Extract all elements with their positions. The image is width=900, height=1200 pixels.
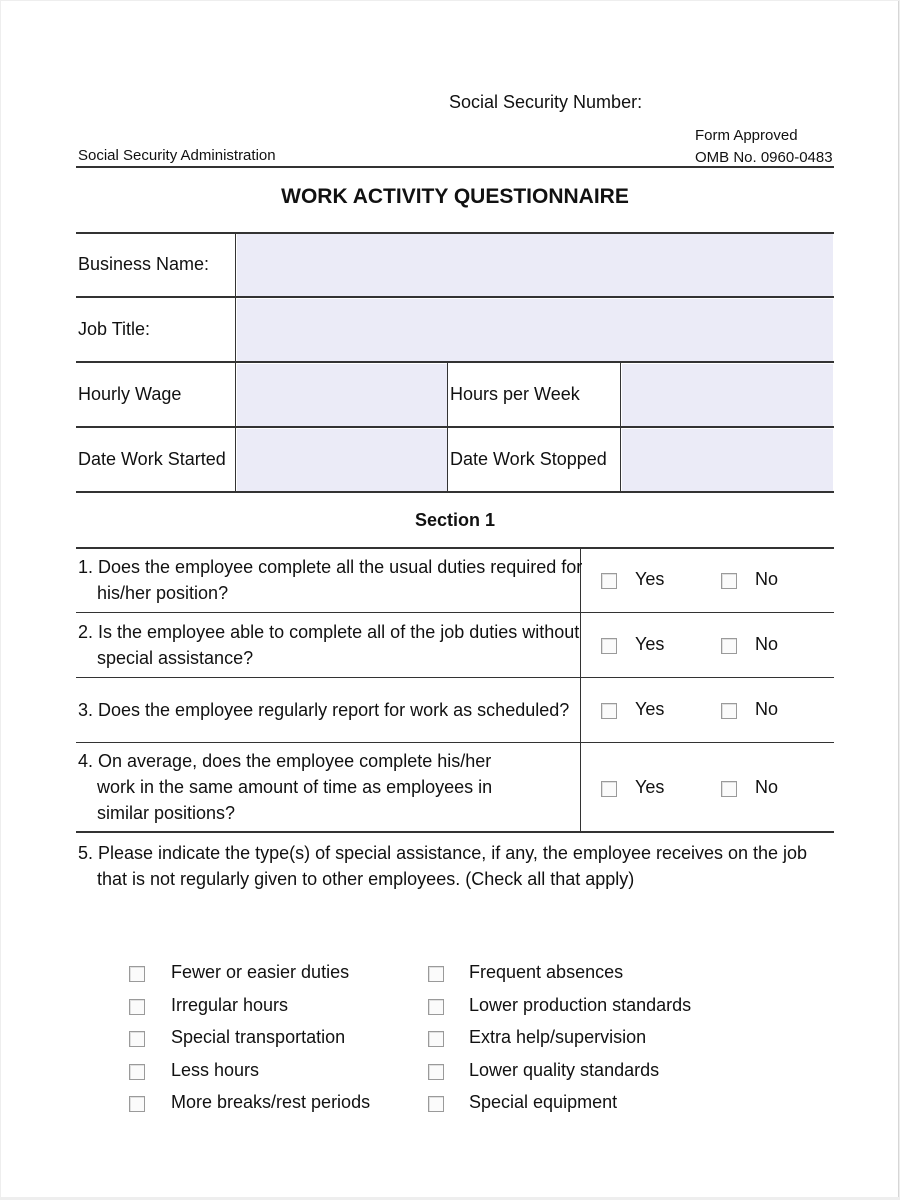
lower-production-checkbox[interactable] (428, 999, 444, 1015)
q2-no-label: No (755, 634, 779, 654)
form-title: WORK ACTIVITY QUESTIONNAIRE (281, 185, 629, 208)
q4-no-label: No (755, 777, 779, 797)
question-2: 2. Is the employee able to complete all of the job duties without special assistance? (78, 622, 580, 668)
table-divider (447, 361, 448, 492)
date-started-field[interactable] (237, 429, 447, 491)
table-rule (76, 296, 834, 298)
form-page (1, 1, 899, 1197)
q3-no-label: No (755, 699, 779, 719)
question-rule (76, 612, 834, 613)
frequent-absences-checkbox[interactable] (428, 966, 444, 982)
hourly-wage-field[interactable] (237, 364, 447, 426)
form-approved-text: Form Approved (695, 127, 798, 144)
fewer-duties-checkbox[interactable] (129, 966, 145, 982)
question-1: 1. Does the employee complete all the usual duties required for his/her position? (78, 557, 583, 603)
option-label: Frequent absences (469, 962, 624, 982)
question-rule (76, 831, 834, 833)
special-equipment-checkbox[interactable] (428, 1096, 444, 1112)
question-rule (76, 677, 834, 678)
q4-yes-checkbox[interactable] (601, 781, 617, 797)
q1-yes-checkbox[interactable] (601, 573, 617, 589)
agency-name: Social Security Administration (78, 147, 276, 164)
q4-no-checkbox[interactable] (721, 781, 737, 797)
q3-yes-label: Yes (635, 699, 665, 719)
omb-number: OMB No. 0960-0483 (695, 149, 833, 166)
option-label: More breaks/rest periods (171, 1092, 371, 1112)
option-label: Fewer or easier duties (171, 962, 350, 982)
question-rule (76, 742, 834, 743)
business-name-label: Business Name: (78, 254, 210, 274)
less-hours-checkbox[interactable] (129, 1064, 145, 1080)
q1-yes-label: Yes (635, 569, 665, 589)
table-rule (76, 232, 834, 234)
section-title: Section 1 (414, 510, 496, 530)
q2-yes-checkbox[interactable] (601, 638, 617, 654)
question-4: 4. On average, does the employee complete his/her work in the same amount of time as employees in similar positions? (78, 751, 493, 823)
table-rule (76, 491, 834, 493)
option-label: Special transportation (171, 1027, 346, 1047)
business-name-field[interactable] (237, 234, 833, 296)
extra-help-checkbox[interactable] (428, 1031, 444, 1047)
table-divider (235, 232, 236, 492)
question-rule (76, 547, 834, 549)
ssn-label: Social Security Number: (449, 92, 643, 112)
option-label: Lower quality standards (469, 1060, 660, 1080)
option-label: Lower production standards (469, 995, 692, 1015)
hours-per-week-label: Hours per Week (450, 384, 580, 404)
q1-no-checkbox[interactable] (721, 573, 737, 589)
date-started-label: Date Work Started (78, 449, 226, 469)
q3-no-checkbox[interactable] (721, 703, 737, 719)
lower-quality-checkbox[interactable] (428, 1064, 444, 1080)
date-stopped-field[interactable] (622, 429, 833, 491)
option-label: Less hours (171, 1060, 260, 1080)
header-rule (76, 166, 834, 168)
option-label: Irregular hours (171, 995, 289, 1015)
table-rule (76, 361, 834, 363)
job-title-field[interactable] (237, 299, 833, 361)
q1-no-label: No (755, 569, 779, 589)
irregular-hours-checkbox[interactable] (129, 999, 145, 1015)
date-stopped-label: Date Work Stopped (450, 449, 607, 469)
job-title-label: Job Title: (78, 319, 151, 339)
hours-per-week-field[interactable] (622, 364, 833, 426)
more-breaks-checkbox[interactable] (129, 1096, 145, 1112)
q4-yes-label: Yes (635, 777, 665, 797)
q3-yes-checkbox[interactable] (601, 703, 617, 719)
q2-no-checkbox[interactable] (721, 638, 737, 654)
table-divider (620, 361, 621, 492)
hourly-wage-label: Hourly Wage (78, 384, 182, 404)
table-rule (76, 426, 834, 428)
option-label: Extra help/supervision (469, 1027, 647, 1047)
special-transportation-checkbox[interactable] (129, 1031, 145, 1047)
q2-yes-label: Yes (635, 634, 665, 654)
question-5: 5. Please indicate the type(s) of special assistance, if any, the employee receives on the job that is not regularly given to other employees. (Check all that apply) (78, 843, 808, 889)
option-label: Special equipment (469, 1092, 618, 1112)
question-3: 3. Does the employee regularly report for work as scheduled? (78, 700, 570, 720)
